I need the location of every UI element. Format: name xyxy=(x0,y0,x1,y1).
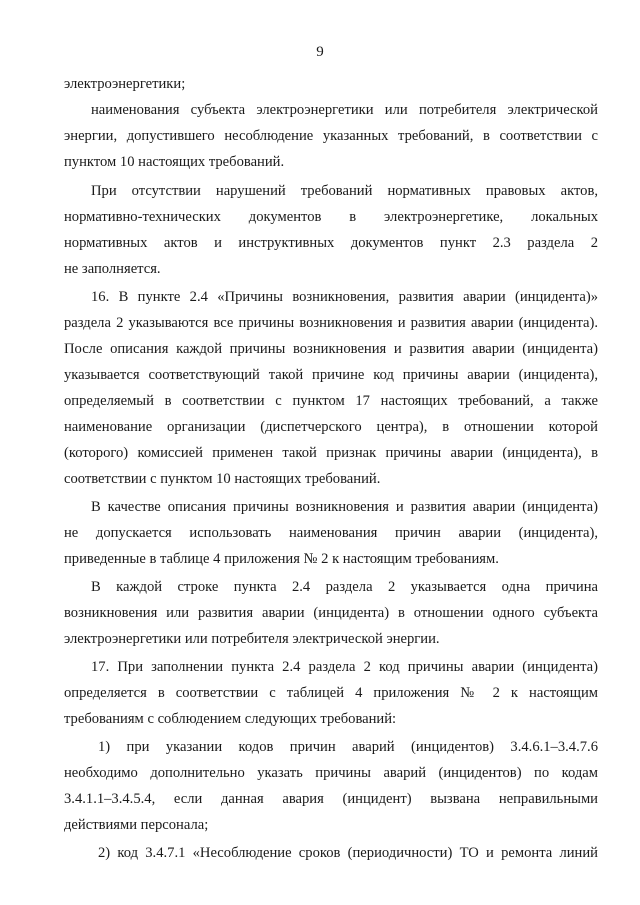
text-line: требованиям с соблюдением следующих требований: xyxy=(64,711,397,727)
text-line: приведенные в таблице 4 приложения № 2 к настоящим требованиям. xyxy=(64,551,499,567)
text-line: определяется в соответствии с таблицей 4 приложения № 2 к настоящим xyxy=(64,685,598,701)
text-line: возникновения или развития аварии (инцидента) в отношении одного субъекта xyxy=(64,605,598,621)
text-line: действиями персонала; xyxy=(64,817,209,833)
text-line: соответствии с пунктом 10 настоящих требований. xyxy=(64,471,381,487)
text-line: указывается соответствующий такой причине код причины аварии (инцидента), xyxy=(64,367,598,383)
text-line: нормативно-технических документов в электроэнергетике, локальных xyxy=(64,209,598,225)
text-line: определяемый в соответствии с пунктом 17 настоящих требований, а также xyxy=(64,393,598,409)
text-line: пунктом 10 настоящих требований. xyxy=(64,154,285,170)
text-line: 17. При заполнении пункта 2.4 раздела 2 код причины аварии (инцидента) xyxy=(91,659,598,675)
text-line: наименования субъекта электроэнергетики или потребителя электрической xyxy=(91,102,598,118)
text-line: 3.4.1.1–3.4.5.4, если данная авария (инцидент) вызвана неправильными xyxy=(64,791,598,807)
text-line: нормативных актов и инструктивных документов пункт 2.3 раздела 2 xyxy=(64,235,598,251)
text-line: В каждой строке пункта 2.4 раздела 2 указывается одна причина xyxy=(91,579,598,595)
text-line: 16. В пункте 2.4 «Причины возникновения, развития аварии (инцидента)» xyxy=(91,289,598,305)
text-line: наименование организации (диспетчерского центра), в отношении которой xyxy=(64,419,598,435)
page-number: 9 xyxy=(316,44,324,60)
text-line: раздела 2 указываются все причины возникновения и развития аварии (инцидента). xyxy=(64,315,598,331)
text-line: энергии, допустившего несоблюдение указанных требований, в соответствии с xyxy=(64,128,598,144)
text-line: не допускается использовать наименования причин аварии (инцидента), xyxy=(64,525,598,541)
text-line: не заполняется. xyxy=(64,261,161,277)
text-line: электроэнергетики или потребителя электрической энергии. xyxy=(64,631,440,647)
list-item-line: 2) код 3.4.7.1 «Несоблюдение сроков (периодичности) ТО и ремонта линий xyxy=(98,845,598,861)
text-line: (которого) комиссией применен такой признак причины аварии (инцидента), в xyxy=(64,445,598,461)
text-line: необходимо дополнительно указать причины аварий (инцидентов) по кодам xyxy=(64,765,598,781)
text-line: После описания каждой причины возникновения и развития аварии (инцидента) xyxy=(64,341,598,357)
text-line: В качестве описания причины возникновения и развития аварии (инцидента) xyxy=(91,499,598,515)
text-line: электроэнергетики; xyxy=(64,76,186,92)
list-item-line: 1) при указании кодов причин аварий (инцидентов) 3.4.6.1–3.4.7.6 xyxy=(98,739,598,755)
text-line: При отсутствии нарушений требований нормативных правовых актов, xyxy=(91,183,598,199)
